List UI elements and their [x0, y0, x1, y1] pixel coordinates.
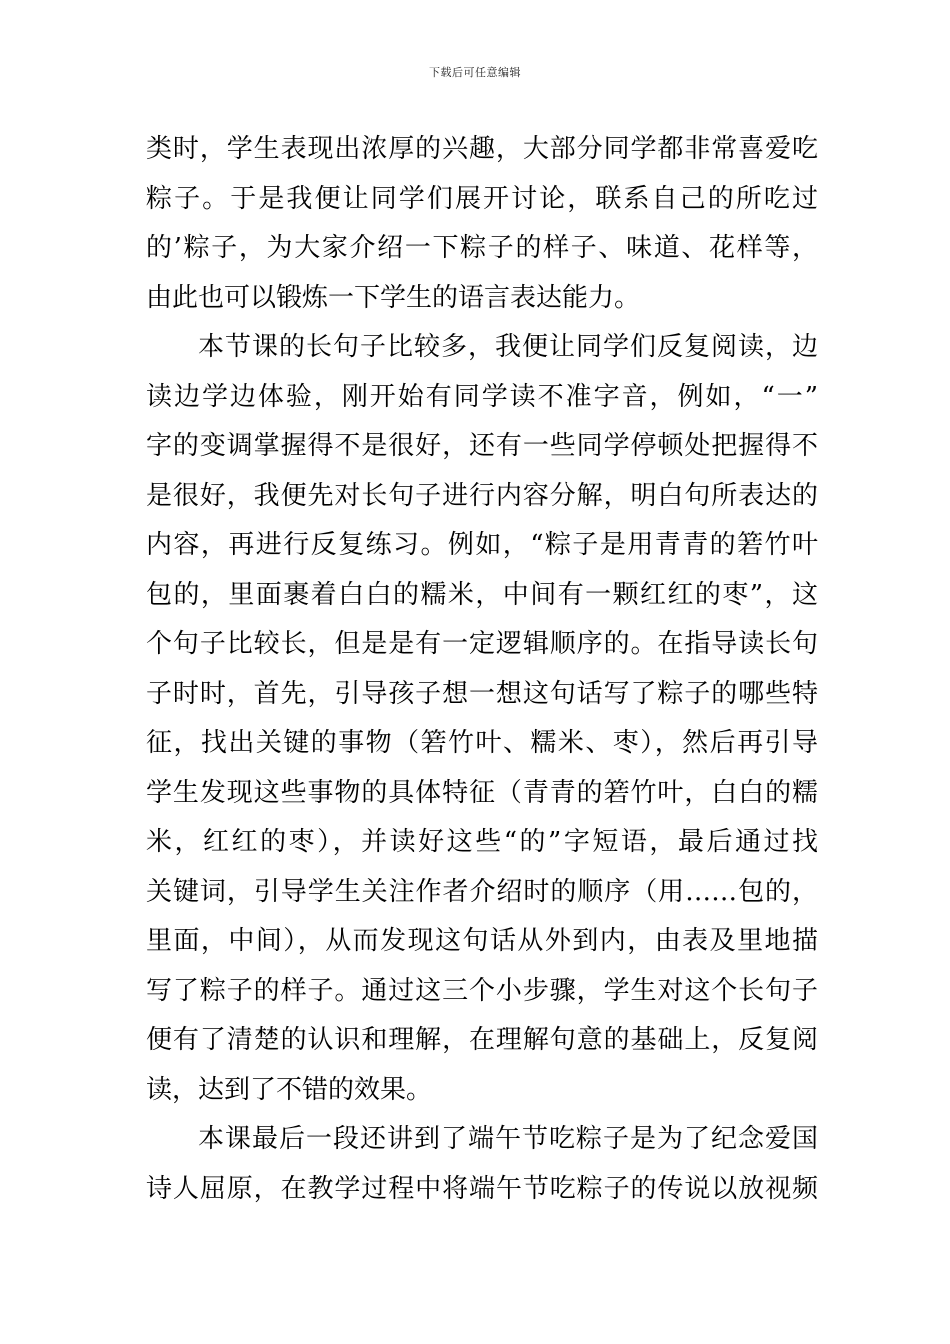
- text-line-4: 由此也可以锻炼一下学生的语言表达能力。: [146, 282, 641, 313]
- text-line-21: 本课最后一段还讲到了端午节吃粽子是为了纪念爱国: [198, 1124, 818, 1154]
- text-line-9: 内容，再进行反复练习。例如，“粽子是用青青的箬竹叶: [146, 530, 818, 560]
- text-line-2: 粽子。于是我便让同学们展开讨论，联系自己的所吃过: [146, 183, 818, 214]
- text-line-18: 写了粽子的样子。通过这三个小步骤，学生对这个长句子: [146, 975, 818, 1006]
- text-line-1: 类时，学生表现出浓厚的兴趣，大部分同学都非常喜爱吃: [146, 134, 818, 164]
- text-line-11: 个句子比较长，但是是有一定逻辑顺序的。在指导读长句: [146, 629, 818, 659]
- text-line-3: 的’粽子，为大家介绍一下粽子的样子、味道、花样等，: [146, 233, 818, 263]
- text-line-16: 关键词，引导学生关注作者介绍时的顺序（用……包的，: [146, 876, 818, 907]
- text-line-8: 是很好，我便先对长句子进行内容分解，明白句所表达的: [146, 480, 818, 511]
- text-line-10: 包的，里面裹着白白的糯米，中间有一颗红红的枣”，这: [146, 579, 818, 610]
- text-line-15: 米，红红的枣），并读好这些“的”字短语，最后通过找: [146, 827, 818, 857]
- document-body: [146, 125, 818, 1214]
- text-line-22: 诗人屈原，在教学过程中将端午节吃粽子的传说以放视频: [146, 1173, 818, 1204]
- page-header: 下载后可任意编辑: [429, 66, 521, 79]
- text-line-7: 字的变调掌握得不是很好，还有一些同学停顿处把握得不: [146, 431, 818, 461]
- text-line-13: 征，找出关键的事物（箬竹叶、糯米、枣），然后再引导: [146, 728, 818, 758]
- text-line-17: 里面，中间），从而发现这句话从外到内，由表及里地描: [146, 926, 818, 956]
- text-line-5: 本节课的长句子比较多，我便让同学们反复阅读，边: [198, 332, 818, 362]
- text-line-12: 子时时，首先，引导孩子想一想这句话写了粽子的哪些特: [146, 678, 818, 709]
- text-line-14: 学生发现这些事物的具体特征（青青的箬竹叶，白白的糯: [146, 777, 818, 808]
- text-line-20: 读，达到了不错的效果。: [146, 1074, 433, 1105]
- text-line-19: 便有了清楚的认识和理解，在理解句意的基础上，反复阅: [146, 1025, 818, 1055]
- text-line-6: 读边学边体验，刚开始有同学读不准字音，例如，“一”: [146, 381, 818, 412]
